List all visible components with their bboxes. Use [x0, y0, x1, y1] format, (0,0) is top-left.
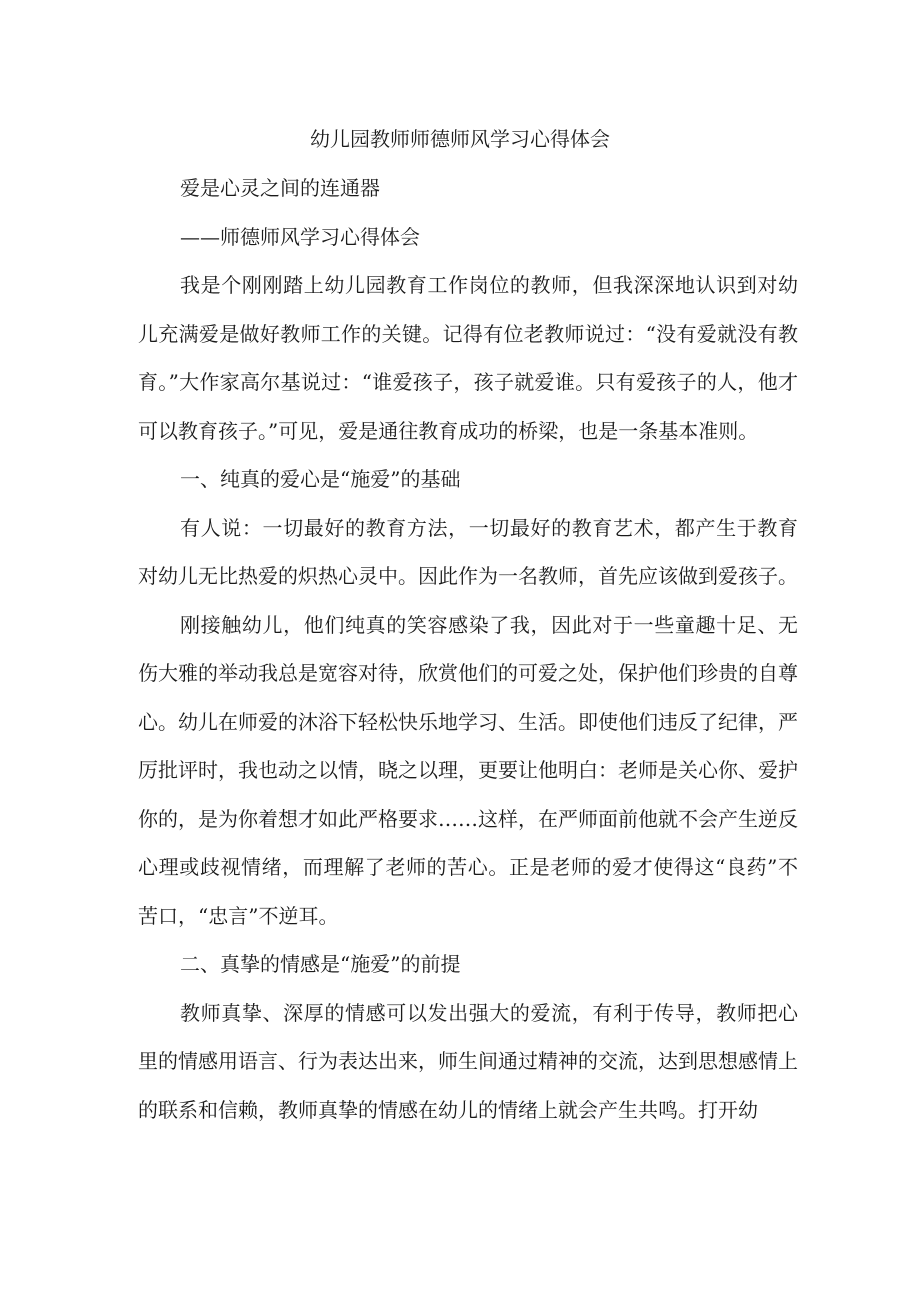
paragraph-section-1a: 有人说：一切最好的教育方法，一切最好的教育艺术，都产生于教育对幼儿无比热爱的炽热心灵中。因此作为一名教师，首先应该做到爱孩子。 — [138, 515, 798, 588]
paragraph-section-1b: 刚接触幼儿，他们纯真的笑容感染了我，因此对于一些童趣十足、无伤大雅的举动我总是宽容对待，欣赏他们的可爱之处，保护他们珍贵的自尊心。幼儿在师爱的沐浴下轻松快乐地学习、生活。即使他们违反了纪律，严厉批评时，我也动之以情，晓之以理，更要让他明白：老师是关心你、爱护你的，是为你着想才如此严格要求……这样，在严师面前他就不会产生逆反心理或歧视情绪，而理解了老师的苦心。正是老师的爱才使得这“良药”不苦口，“忠言”不逆耳。 — [138, 612, 798, 928]
paragraph-intro: 我是个刚刚踏上幼儿园教育工作岗位的教师，但我深深地认识到对幼儿充满爱是做好教师工作的关键。记得有位老教师说过：“没有爱就没有教育。”大作家高尔基说过：“谁爱孩子，孩子就爱谁。只有爱孩子的人，他才可以教育孩子。”可见，爱是通往教育成功的桥梁，也是一条基本准则。 — [138, 273, 798, 443]
section-heading-2: 二、真挚的情感是“施爱”的前提 — [180, 952, 461, 976]
subtitle-line-1: 爱是心灵之间的连通器 — [180, 176, 380, 200]
document-body — [138, 164, 798, 1134]
subtitle-line-2: ——师德师风学习心得体会 — [180, 224, 420, 249]
document-title: 幼儿园教师师德师风学习心得体会 — [310, 127, 610, 151]
paragraph-section-2a: 教师真挚、深厚的情感可以发出强大的爱流，有利于传导，教师把心里的情感用语言、行为表达出来，师生间通过精神的交流，达到思想感情上的联系和信赖，教师真挚的情感在幼儿的情绪上就会产生共鸣。打开幼 — [138, 1000, 798, 1122]
section-heading-1: 一、纯真的爱心是“施爱”的基础 — [180, 467, 461, 491]
